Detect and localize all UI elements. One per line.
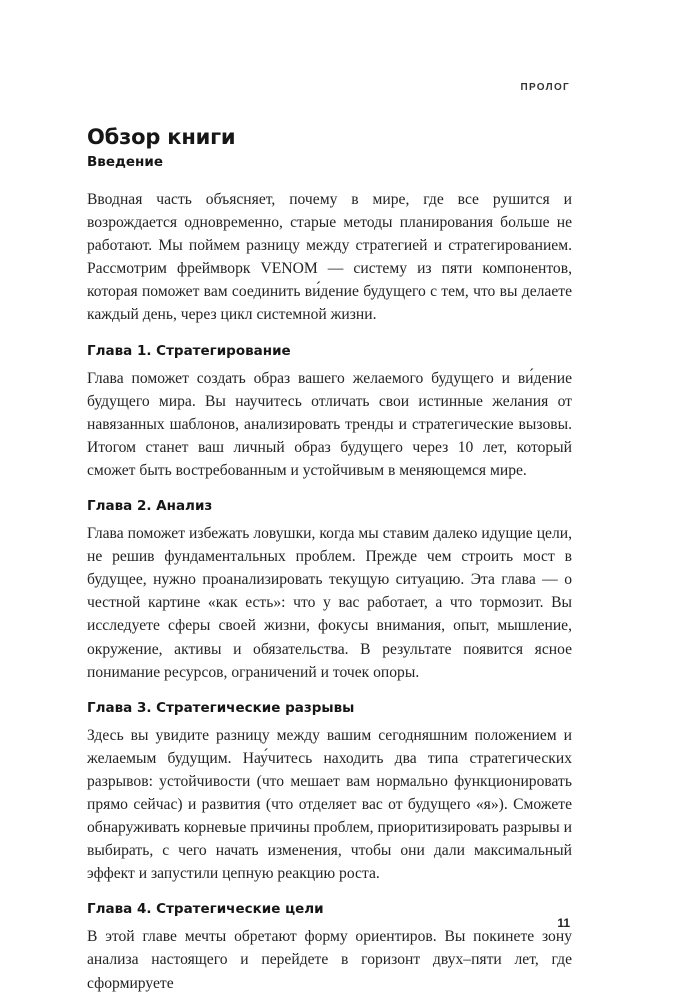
chapter-2-paragraph: Глава поможет избежать ловушки, когда мы ставим далеко идущие цели, не решив фундаментальных проблем. Прежде чем строить мост в будущее, нужно проанализировать текущую ситуацию. Эта глава — о честной картине «как есть»: что у вас работает, а что тормозит. Вы исследуете сферы своей жизни, фокусы внимания, опыт, мышление, окружение, активы и обязательства. В результате появится ясное понимание ресурсов, ограничений и точек опоры. [87, 525, 572, 681]
chapter-3-heading: Глава 3. Стратегические разрывы [87, 699, 355, 716]
intro-paragraph: Вводная часть объясняет, почему в мире, где все рушится и возрождается одновременно, старые методы планирования больше не работают. Мы поймем разницу между стратегией и стратегированием. Рассмотрим фреймворк VENOM — систему из пяти компонентов, которая поможет вам соединить ви́дение будущего с тем, что вы делаете каждый день, через цикл системной жизни. [87, 191, 572, 324]
chapter-1-heading: Глава 1. Стратегирование [87, 342, 291, 359]
page-number: 11 [557, 916, 570, 930]
chapter-2-heading: Глава 2. Анализ [87, 498, 213, 515]
chapter-1-paragraph: Глава поможет создать образ вашего желаемого будущего и ви́дение будущего мира. Вы научитесь отличать свои истинные желания от навязанных шаблонов, анализировать тренды и стратегические вызовы. Итогом станет ваш личный образ будущего через 10 лет, который сможет быть востребованным и устойчивым в меняющемся мире. [87, 369, 572, 479]
page-content [87, 124, 572, 995]
intro-heading: Введение [87, 154, 163, 170]
chapter-4-paragraph: В этой главе мечты обретают форму ориентиров. Вы покинете зону анализа настоящего и перейдете в горизонт двух–пяти лет, где сформируете [87, 928, 572, 992]
chapter-3-paragraph: Здесь вы увидите разницу между вашим сегодняшним положением и желаемым будущим. Нау́читесь находить два типа стратегических разрывов: устойчивости (что мешает вам нормально функционировать прямо сейчас) и развития (что отделяет вас от будущего «я»). Сможете обнаруживать корневые причины проблем, приоритизировать разрывы и выбирать, с чего начать изменения, чтобы они дали максимальный эффект и запустили цепную реакцию роста. [87, 726, 572, 883]
chapter-4-heading: Глава 4. Стратегические цели [87, 901, 324, 918]
page-title: Обзор книги [87, 125, 236, 149]
running-head: ПРОЛОГ [520, 82, 570, 93]
